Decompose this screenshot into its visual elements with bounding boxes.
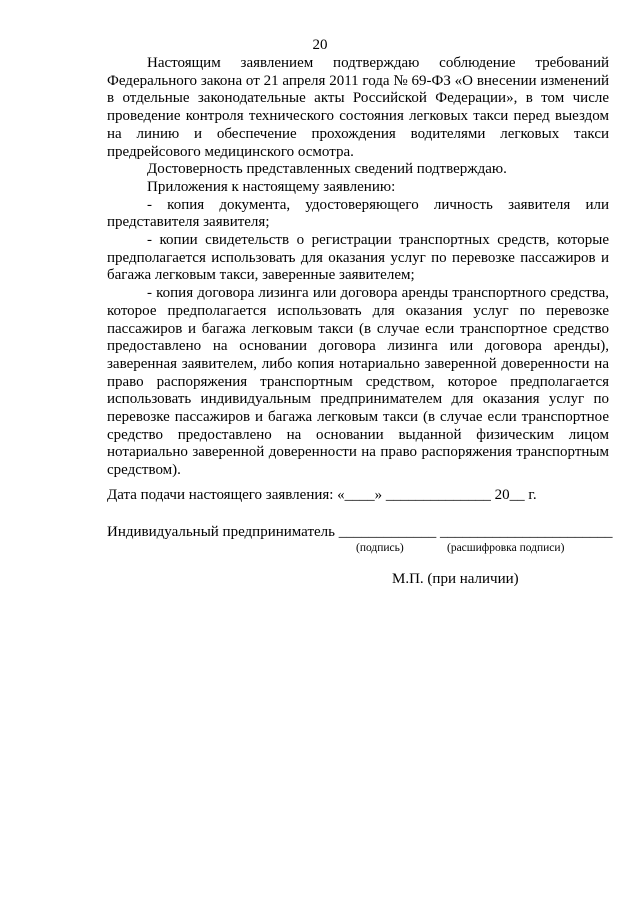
attachment-item-registration: - копии свидетельств о регистрации транспортных средств, которые предполагается использовать для оказания услуг по перевозке пассажиров и багажа легковым такси, заверенные заявителем; (107, 232, 609, 284)
page-number: 20 (312, 37, 328, 53)
confirmation-paragraph: Настоящим заявлением подтверждаю соблюдение требований Федерального закона от 21 апреля 2011 года № 69-ФЗ «О внесении изменений в отдельные законодательные акты Российской Федерации», в том числе проведение контроля технического состояния легковых такси перед выездом на линию и обеспечение прохождения водителями легковых такси предрейсового медицинского осмотра. (107, 55, 609, 160)
attachment-item-identity: - копия документа, удостоверяющего личность заявителя или представителя заявителя; (107, 196, 609, 231)
accuracy-paragraph: Достоверность представленных сведений подтверждаю. (147, 161, 507, 178)
attachments-heading: Приложения к настоящему заявлению: (147, 178, 396, 195)
signature-decoding-caption: (расшифровка подписи) (447, 542, 565, 554)
entrepreneur-signature-line: Индивидуальный предприниматель _____________ _______________________ (107, 524, 613, 540)
submission-date-line: Дата подачи настоящего заявления: «____» ______________ 20__ г. (107, 487, 537, 503)
attachment-item-lease: - копия договора лизинга или договора аренды транспортного средства, которое предполагается использовать для оказания услуг по перевозке пассажиров и багажа легковым такси (в случае если транспортное средство предоставлено на основании договора лизинга или договора аренды), заверенная заявителем, либо копия нотариально заверенной доверенности на право распоряжения транспортным средством, которое предполагается использовать индивидуальным предпринимателем для оказания услуг по перевозке пассажиров и багажа легковым такси (в случае если транспортное средство предоставлено на основании выданной физическим лицом нотариально заверенной доверенности на право распоряжения транспортным средством). (107, 285, 609, 479)
signature-caption: (подпись) (356, 542, 404, 554)
statement-body (107, 55, 609, 480)
seal-placeholder: М.П. (при наличии) (392, 571, 519, 587)
